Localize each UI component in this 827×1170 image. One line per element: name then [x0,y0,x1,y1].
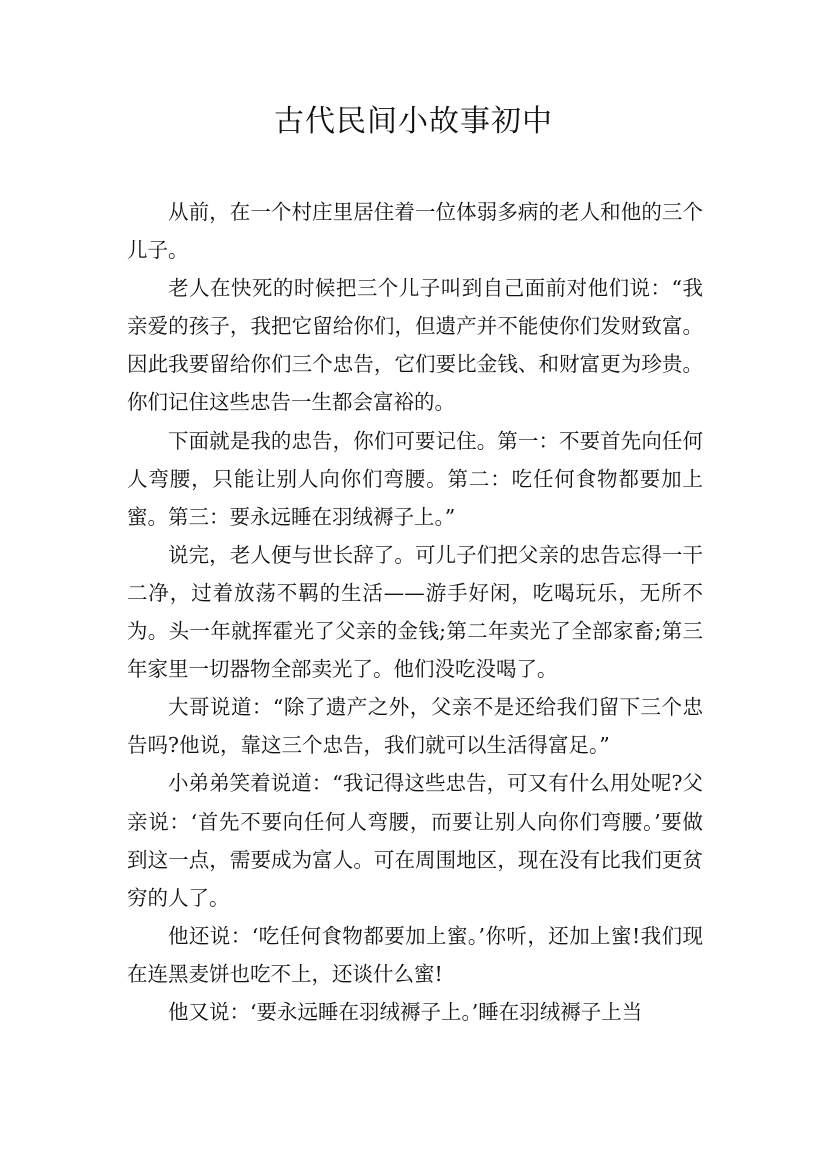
paragraph: 小弟弟笑着说道：“我记得这些忠告，可又有什么用处呢?父亲说：‘首先不要向任何人弯腰，而要让别人向你们弯腰。’要做到这一点，需要成为富人。可在周围地区，现在没有比我们更贫穷的人了。 [127,771,703,910]
paragraph: 从前，在一个村庄里居住着一位体弱多病的老人和他的三个儿子。 [127,200,703,263]
document-title: 古代民间小故事初中 [274,104,553,139]
document-body [127,193,703,1031]
paragraph: 他还说：‘吃任何食物都要加上蜜。’你听，还加上蜜!我们现在连黑麦饼也吃不上，还谈什么蜜! [127,923,703,986]
paragraph: 下面就是我的忠告，你们可要记住。第一：不要首先向任何人弯腰，只能让别人向你们弯腰。第二：吃任何食物都要加上蜜。第三：要永远睡在羽绒褥子上。” [127,428,703,529]
paragraph: 大哥说道：“除了遗产之外，父亲不是还给我们留下三个忠告吗?他说，靠这三个忠告，我们就可以生活得富足。” [127,695,703,758]
paragraph: 说完，老人便与世长辞了。可儿子们把父亲的忠告忘得一干二净，过着放荡不羁的生活——游手好闲，吃喝玩乐，无所不为。头一年就挥霍光了父亲的金钱;第二年卖光了全部家畜;第三年家里一切器物全部卖光了。他们没吃没喝了。 [127,542,703,682]
paragraph: 老人在快死的时候把三个儿子叫到自己面前对他们说：“我亲爱的孩子，我把它留给你们，但遗产并不能使你们发财致富。因此我要留给你们三个忠告，它们要比金钱、和财富更为珍贵。你们记住这些忠告一生都会富裕的。 [127,276,703,415]
paragraph: 他又说：‘要永远睡在羽绒褥子上。’睡在羽绒褥子上当 [168,999,643,1024]
